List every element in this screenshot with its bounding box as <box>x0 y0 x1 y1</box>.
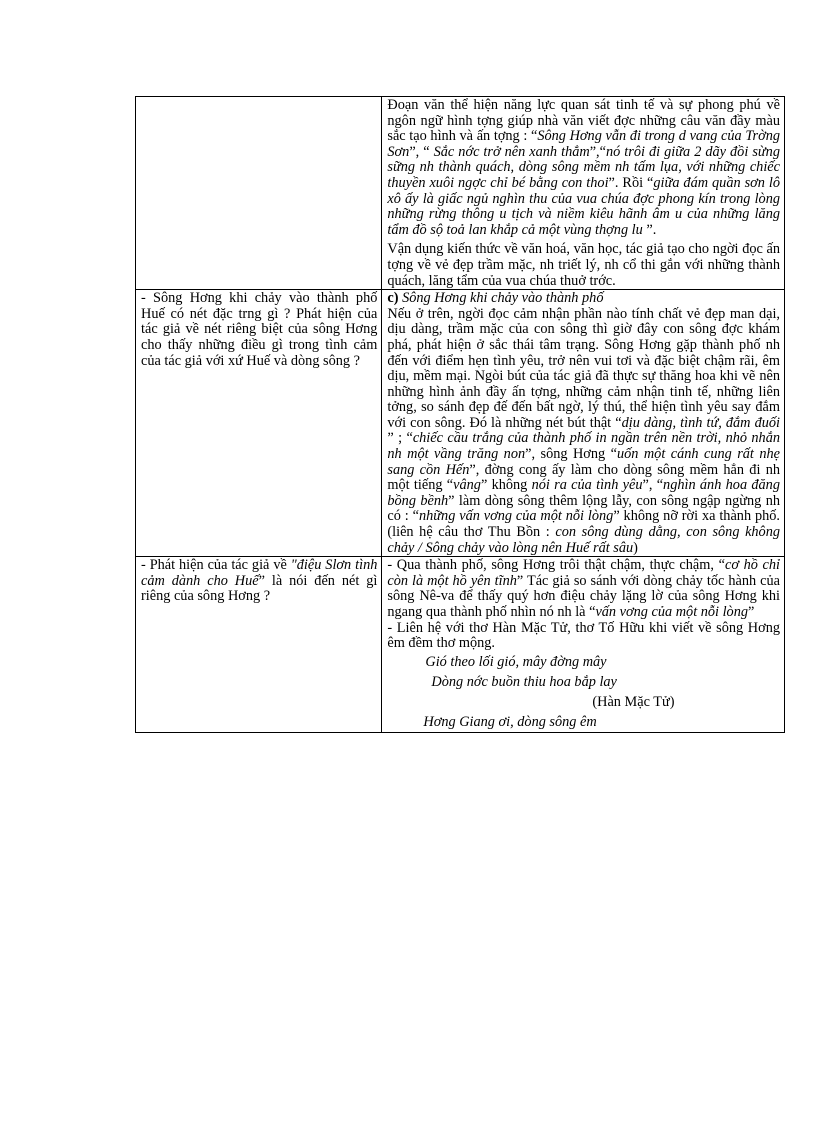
quote-run: nói ra của tình yêu <box>531 477 643 494</box>
text-run: ” không <box>480 477 532 494</box>
quote-run: Sắc nớc trở nên xanh thẳm <box>433 143 590 160</box>
text-run: - Sông Hơng khi chảy vào thành phố Huế có nét đặc trng gì ? Phát hiện của tác giả về nét riêng biệt của sông Hơng cho thấy những điều gì trong tình cảm của tác giả với xứ Huế và dòng sông ? <box>141 290 378 369</box>
text-run: ”, “ <box>409 143 434 160</box>
table-row <box>136 290 785 557</box>
question-text <box>141 558 377 605</box>
text-run: Nếu ở trên, ngời đọc cảm nhận phần nào tính chất vẻ đẹp man dại, dịu dàng, trầm mặc của con sông thì giờ đây con sông đợc khám phá, phát hiện ở sắc thái tâm trạng. Sông Hơng gặp thành phố nh đến với điểm hẹn tình yêu, trở nên vui tơi và đặc biệt chậm rãi, êm dịu, mềm mại. Ngòi bút của tác giả đã thực sự thăng hoa khi vẽ nên những hình ảnh đầy ấn tợng, những cảm nhận tinh tế, những liên tởng, so sánh đẹp đế đến bất ngờ, lý thú, thể hiện tình yêu say đắm với con sông. Đó là những nét bút thật “ <box>387 305 780 431</box>
poem-line: Dòng nớc buồn thiu hoa bắp lay <box>431 673 617 690</box>
question-cell <box>136 97 382 290</box>
quote-run: Sông Hơng vẫn đi trong d vang của Trờng Sơn <box>387 128 780 160</box>
text-run: ”. Rồi “ <box>608 174 654 191</box>
section-label: c) <box>387 290 403 307</box>
poem-line: Hơng Giang ơi, dòng sông êm <box>423 713 597 730</box>
poem-line: Gió theo lối gió, mây đờng mây <box>425 653 607 670</box>
lesson-table <box>135 96 785 733</box>
text-run: ” Tác giả so sánh với dòng chảy tốc hành của sông Nê-va để thấy quý hơn điệu chảy lặng lờ của sông Hơng khi ngang qua thành phố nhìn nó nh là “ <box>387 572 780 620</box>
section-heading <box>387 291 780 307</box>
answer-cell <box>382 290 785 557</box>
quote-run: con sông dùng dằng, con sông không chảy / Sông chảy vào lòng nên Huế rất sâu <box>387 524 781 556</box>
answer-cell <box>382 97 785 290</box>
quote-run: chiếc cầu trắng của thành phố in ngần trên nền trời, nhỏ nhắn nh một vầng trăng non <box>387 430 780 463</box>
text-run: ”, đờng cong ấy làm cho dòng sông mềm hẳn đi nh một tiếng “ <box>387 461 780 494</box>
quote-run: vấn vơng của một nỗi lòng <box>595 604 748 620</box>
text-run: ” không nỡ rời xa thành phố. (liên hệ câu thơ Thu Bồn : <box>387 508 780 541</box>
quote-run: uốn một cánh cung rất nhẹ sang cồn Hến <box>387 446 780 478</box>
answer-paragraph: - Liên hệ với thơ Hàn Mặc Tử, thơ Tố Hữu khi viết về sông Hơng êm đềm thơ mộng. <box>387 619 780 652</box>
table-row <box>136 97 785 290</box>
text-run: ”, “ <box>642 477 664 494</box>
quote-run: "điệu Slơn tình cảm dành cho Huế <box>141 557 378 589</box>
quote-run: giữa đám quần sơn lô xô ấy là giấc ngủ nghìn thu của vua chúa đợc phong kín trong lòng những rừng thông u tịch và niềm kiêu hãnh âm u của những lăng tẩm đồ sộ toả lan khắp cả một vùng thợng lu <box>387 174 780 238</box>
text-run: Đoạn văn thể hiện năng lực quan sát tinh tế và sự phong phú về ngôn ngữ hình tợng giúp nhà văn viết đợc những câu văn đầy màu sắc tạo hình và ấn tợng : “ <box>387 97 780 145</box>
section-title: Sông Hơng khi chảy vào thành phố <box>402 290 604 307</box>
poem-source: (Hàn Mặc Tử) <box>592 693 675 710</box>
text-run: ” là nói đến nét gì riêng của sông Hơng ? <box>141 572 378 605</box>
table-row <box>136 557 785 733</box>
text-run: ”,“ <box>589 143 606 160</box>
quote-run: vâng <box>453 477 481 494</box>
text-run: ”. <box>642 221 657 238</box>
text-run: ” ; “ <box>387 430 413 447</box>
text-run: - Phát hiện của tác giả về <box>141 557 291 574</box>
question-text <box>141 291 377 369</box>
text-run: ” <box>748 604 755 620</box>
text-run: - Qua thành phố, sông Hơng trôi thật chậm, thực chậm, “ <box>387 557 725 574</box>
answer-paragraph: Vận dụng kiến thức về văn hoá, văn học, tác giả tạo cho ngời đọc ấn tợng về vẻ đẹp trầm mặc, nh triết lý, nh cổ thi gắn với những thành quách, lăng tẩm của vua chúa thuở trớc. <box>387 241 780 289</box>
text-run: ” làm dòng sông thêm lộng lẫy, con sông ngập ngừng nh có : “ <box>387 492 780 525</box>
question-cell <box>136 290 382 557</box>
answer-paragraph <box>387 98 780 238</box>
text-run: ) <box>633 539 638 556</box>
quote-run: những vấn vơng của một nỗi lòng <box>418 508 614 525</box>
answer-paragraph <box>387 558 780 620</box>
quote-run: nó trôi đi giữa 2 dãy đồi sừng sững nh thành quách, dòng sông mềm nh tấm lụa, với những chiếc thuyền xuôi ngợc chỉ bé bằng con thoi <box>387 143 780 191</box>
question-cell <box>136 557 382 733</box>
quote-run: cơ hồ chỉ còn là một hồ yên tĩnh <box>387 557 781 589</box>
text-run: ”, sông Hơng “ <box>525 446 617 463</box>
answer-paragraph <box>387 307 780 557</box>
answer-cell <box>382 557 785 733</box>
quote-run: dịu dàng, tình tứ, đắm đuối <box>621 414 780 431</box>
quote-run: nghìn ánh hoa đăng bồng bềnh <box>387 477 780 509</box>
